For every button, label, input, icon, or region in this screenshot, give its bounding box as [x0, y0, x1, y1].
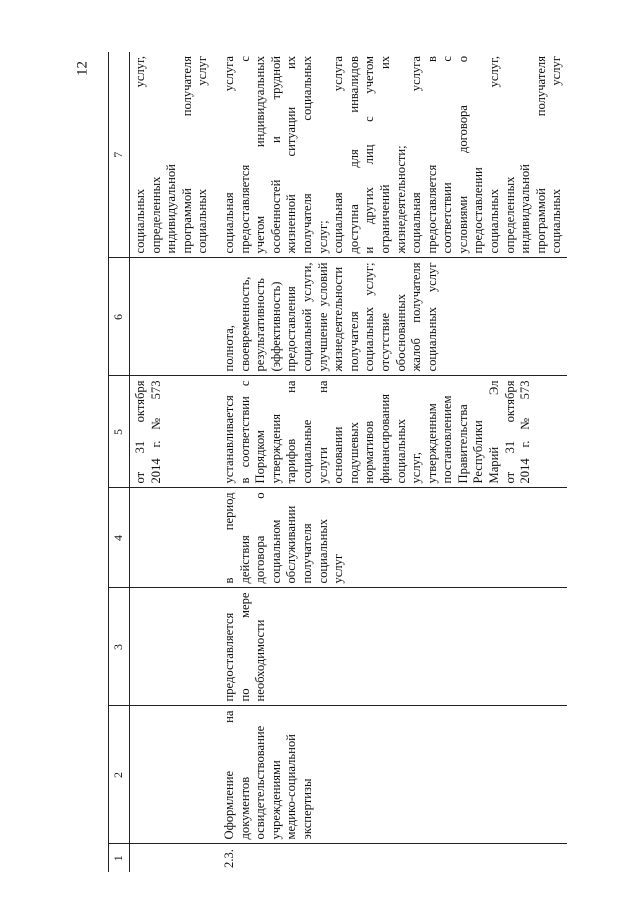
cont-cell-4	[130, 488, 219, 588]
text-line: полнота,	[221, 325, 236, 372]
text-line: индивидуальной	[164, 164, 179, 254]
text-line: услуг;	[315, 220, 330, 254]
text-line: своевременность,	[237, 276, 252, 372]
service-frequency	[219, 588, 567, 706]
text-line: получателя социальных	[299, 56, 314, 254]
text-line: учреждениями	[268, 760, 283, 840]
service-period-text	[222, 493, 347, 584]
text-line: подушевых	[346, 422, 361, 484]
text-line: социальных услуг;	[362, 262, 377, 372]
services-table	[108, 52, 567, 872]
text-line: программой получателя	[533, 56, 548, 254]
text-line: жизненной ситуации их	[284, 56, 299, 254]
text-line: документов	[237, 776, 252, 840]
service-tariff-text	[222, 381, 534, 484]
text-line: социальных услуг,	[133, 56, 147, 254]
text-line: улучшение условий	[315, 262, 330, 372]
text-line: обслуживании	[284, 505, 299, 584]
text-line: постановлением	[440, 395, 455, 484]
text-line: 2014 г. № 573	[518, 380, 533, 484]
text-line: социальные	[299, 419, 314, 484]
text-line: 2.3.	[221, 849, 236, 868]
text-line: жизнедеятельности	[331, 266, 346, 372]
text-line: результативность	[253, 278, 268, 372]
text-line: социальных	[315, 518, 330, 584]
cont-cell-tariff	[130, 376, 219, 488]
service-name	[219, 706, 567, 844]
cont-cell-2	[130, 706, 219, 844]
cont-tariff-text	[133, 381, 164, 484]
column-number-1: 1	[109, 844, 130, 872]
text-line: Порядком	[253, 430, 268, 484]
text-line: услуги на	[315, 380, 330, 484]
text-line: Оформление на	[221, 710, 236, 840]
column-number-3: 3	[109, 588, 130, 706]
service-conditions	[219, 52, 567, 258]
text-line: Республики	[471, 420, 486, 484]
text-line: (эффективность)	[268, 281, 283, 372]
text-line: социальной услуги,	[299, 262, 314, 372]
text-line: Правительства	[455, 404, 470, 484]
text-line: учетом индивидуальных	[253, 56, 268, 254]
text-line: определенных	[148, 176, 163, 254]
cont-cell-conditions	[130, 52, 219, 258]
text-line: предоставлении	[471, 167, 486, 254]
cont-cell-3	[130, 588, 219, 706]
column-number-row	[109, 52, 130, 872]
text-line: особенностей и трудной	[268, 56, 283, 254]
text-line: Марий Эл	[487, 380, 502, 484]
cont-cell-1	[130, 844, 219, 872]
service-number	[219, 844, 567, 872]
text-line: соответствии с	[440, 56, 455, 254]
text-line: от 31 октября	[133, 380, 147, 484]
text-line: получателя	[299, 523, 314, 584]
text-line: доступна для инвалидов	[346, 56, 361, 254]
text-line: социальная услуга	[331, 56, 346, 254]
text-line: от 31 октября	[502, 380, 517, 484]
text-line: в период	[221, 492, 236, 584]
service-row-2-3	[219, 52, 567, 872]
text-line: основании	[331, 426, 346, 484]
text-line: устанавливается	[221, 395, 236, 484]
text-line: предоставления	[284, 286, 299, 372]
text-line: социальных услуг,	[487, 56, 502, 254]
text-line: жизнедеятельности;	[393, 145, 408, 254]
text-line: социальных услуг	[195, 56, 210, 254]
text-line: услуг	[331, 553, 346, 584]
service-quality-text	[222, 263, 440, 372]
service-name-text	[222, 711, 316, 840]
text-line: действия	[237, 535, 252, 584]
text-line: услуг,	[409, 452, 424, 484]
column-number-5: 5	[109, 376, 130, 488]
text-line: тарифов на	[284, 380, 299, 484]
text-line: социальная услуга	[409, 56, 424, 254]
text-line: медико-социальной	[284, 734, 299, 840]
text-line: и других лиц с учетом	[362, 56, 377, 254]
text-line: договора о	[253, 492, 268, 584]
text-line: в соответствии с	[237, 380, 252, 484]
text-line: предоставляется в	[424, 56, 439, 254]
text-line: социальная услуга	[221, 56, 236, 254]
text-line: получателя	[346, 311, 361, 372]
page-number: 12	[74, 61, 91, 76]
text-line: экспертизы	[299, 778, 314, 840]
service-period	[219, 488, 567, 588]
text-line: условиями договора о	[455, 56, 470, 254]
text-line: утвержденным	[424, 403, 439, 484]
service-quality	[219, 258, 567, 376]
text-line: социальных услуг	[549, 56, 564, 254]
rotated-table-container	[108, 52, 564, 872]
text-line: 2014 г. № 573	[148, 380, 163, 484]
text-line: финансирования	[377, 393, 392, 484]
cont-conditions-text	[133, 56, 211, 254]
column-number-4: 4	[109, 488, 130, 588]
text-line: предоставляется	[221, 612, 236, 702]
text-line: необходимости	[253, 619, 268, 702]
cont-cell-6	[130, 258, 219, 376]
text-line: утверждения	[268, 413, 283, 484]
text-line: определенных	[502, 176, 517, 254]
text-line: обоснованных	[393, 293, 408, 372]
text-line: индивидуальной	[518, 164, 533, 254]
text-line: освидетельствование	[253, 725, 268, 840]
service-number-text	[222, 849, 238, 869]
text-line: социальных	[393, 418, 408, 484]
text-line: социальных услуг	[424, 262, 439, 372]
service-frequency-text	[222, 593, 269, 702]
text-line: отсутствие	[377, 312, 392, 372]
text-line: ограничений их	[377, 56, 392, 254]
text-line: программой получателя	[179, 56, 194, 254]
service-tariff	[219, 376, 567, 488]
text-line: по мере	[237, 592, 252, 702]
text-line: социальном	[268, 519, 283, 584]
continuation-row	[130, 52, 219, 872]
service-conditions-text	[222, 56, 565, 254]
column-number-2: 2	[109, 706, 130, 844]
column-number-6: 6	[109, 258, 130, 376]
text-line: жалоб получателя	[409, 262, 424, 372]
column-number-7: 7	[109, 52, 130, 258]
text-line: предоставляется с	[237, 56, 252, 254]
text-line: нормативов	[362, 420, 377, 484]
